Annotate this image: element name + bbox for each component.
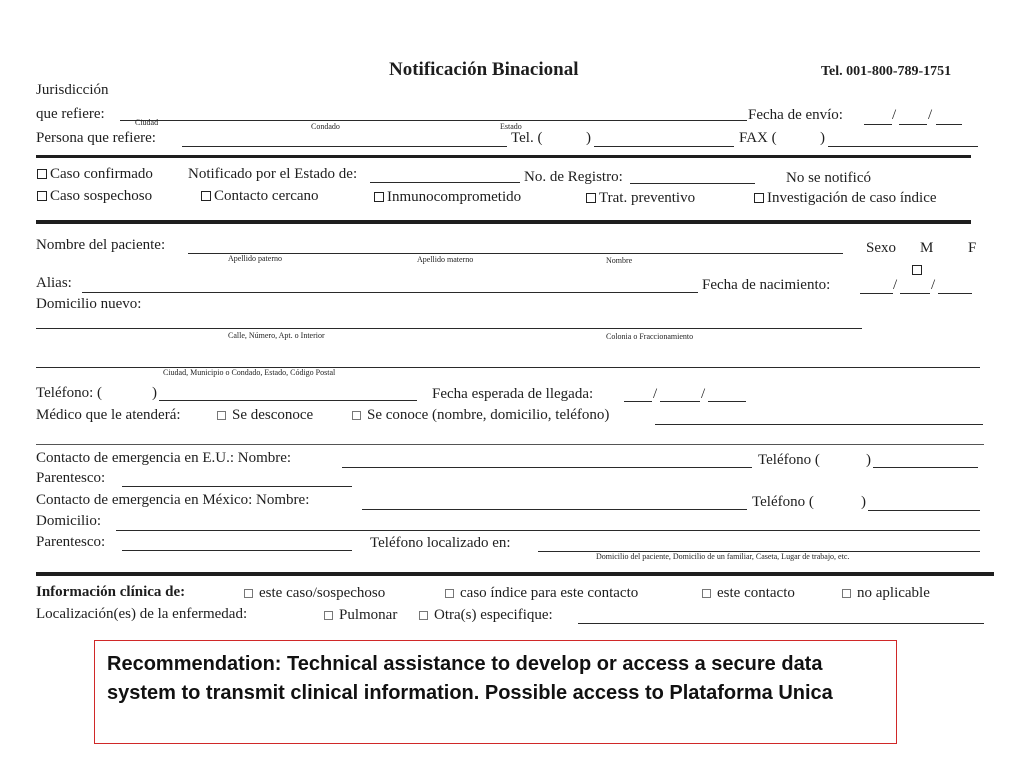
- sexo-f-label: F: [968, 240, 977, 256]
- checkbox-icon[interactable]: [702, 589, 711, 598]
- sexo-label: Sexo: [866, 240, 896, 256]
- envio-slash-1: /: [892, 107, 897, 123]
- recommendation-box: [94, 640, 897, 744]
- checkbox-icon[interactable]: [374, 192, 384, 202]
- pulmonar-option[interactable]: Pulmonar: [324, 608, 397, 623]
- condado-hint: Condado: [311, 122, 340, 131]
- llegada-slash-2: /: [701, 386, 706, 402]
- parentesco-eu-label: Parentesco:: [36, 470, 106, 486]
- este-caso-option[interactable]: este caso/sospechoso: [244, 586, 385, 601]
- fecha-envio-label: Fecha de envío:: [748, 107, 843, 123]
- checkbox-icon[interactable]: [445, 589, 454, 598]
- section-divider-1: [36, 155, 971, 158]
- envio-month-field[interactable]: [899, 124, 927, 125]
- persona-refiere-field[interactable]: [182, 146, 507, 147]
- ciudad-hint: Ciudad: [135, 118, 159, 127]
- telefono-field[interactable]: [159, 400, 417, 401]
- info-clinica-label: Información clínica de:: [36, 584, 186, 600]
- localizacion-label: Localización(es) de la enfermedad:: [36, 606, 248, 622]
- checkbox-icon[interactable]: [244, 589, 253, 598]
- domicilio-field[interactable]: [116, 530, 980, 531]
- apellido-paterno-hint: Apellido paterno: [228, 254, 282, 263]
- nombre-paciente-label: Nombre del paciente:: [36, 237, 166, 253]
- caso-confirmado-option[interactable]: Caso confirmado: [37, 167, 153, 182]
- otras-option[interactable]: Otra(s) especifique:: [419, 608, 553, 623]
- parentesco-eu-field[interactable]: [122, 486, 352, 487]
- contacto-mexico-telefono-close: ): [861, 494, 866, 510]
- tel-label: Tel. (: [511, 130, 543, 146]
- section-divider-3: [36, 444, 984, 445]
- nombre-hint: Nombre: [606, 256, 633, 265]
- contacto-eu-telefono-label: Teléfono (: [758, 452, 820, 468]
- fecha-llegada-label: Fecha esperada de llegada:: [432, 386, 594, 402]
- envio-year-field[interactable]: [936, 124, 962, 125]
- contacto-eu-telefono-close: ): [866, 452, 871, 468]
- checkbox-icon[interactable]: [37, 169, 47, 179]
- domicilio-label: Domicilio:: [36, 513, 101, 529]
- medico-field[interactable]: [655, 424, 983, 425]
- contacto-eu-field[interactable]: [342, 467, 752, 468]
- no-registro-field[interactable]: [630, 183, 755, 184]
- no-se-notifico-label: No se notificó: [786, 170, 871, 186]
- no-aplicable-option[interactable]: no aplicable: [842, 586, 930, 601]
- caso-sospechoso-option[interactable]: Caso sospechoso: [37, 189, 152, 204]
- colonia-hint: Colonia o Fraccionamiento: [606, 332, 694, 341]
- form-title: Notificación Binacional: [389, 59, 579, 80]
- tel-field[interactable]: [594, 146, 734, 147]
- nacimiento-slash-2: /: [931, 277, 936, 293]
- llegada-year-field[interactable]: [708, 401, 746, 402]
- contacto-cercano-option[interactable]: Contacto cercano: [201, 189, 319, 204]
- contacto-mexico-telefono-label: Teléfono (: [752, 494, 814, 510]
- fecha-nacimiento-label: Fecha de nacimiento:: [702, 277, 831, 293]
- persona-refiere-label: Persona que refiere:: [36, 130, 156, 146]
- parentesco-mexico-field[interactable]: [122, 550, 352, 551]
- checkbox-icon[interactable]: [754, 193, 764, 203]
- checkbox-icon[interactable]: [352, 411, 361, 420]
- contacto-mexico-field[interactable]: [362, 509, 747, 510]
- sexo-m-checkbox[interactable]: [912, 261, 925, 279]
- fax-label: FAX (: [739, 130, 777, 146]
- telefono-close: ): [152, 385, 157, 401]
- parentesco-mexico-label: Parentesco:: [36, 534, 106, 550]
- caso-indice-option[interactable]: caso índice para este contacto: [445, 586, 638, 601]
- contacto-eu-telefono-field[interactable]: [873, 467, 978, 468]
- se-conoce-option[interactable]: Se conoce (nombre, domicilio, teléfono): [352, 408, 609, 423]
- checkbox-icon[interactable]: [586, 193, 596, 203]
- telefono-label: Teléfono: (: [36, 385, 103, 401]
- checkbox-icon[interactable]: [217, 411, 226, 420]
- fax-field[interactable]: [828, 146, 978, 147]
- nacimiento-year-field[interactable]: [938, 293, 972, 294]
- checkbox-icon[interactable]: [324, 611, 333, 620]
- este-contacto-option[interactable]: este contacto: [702, 586, 795, 601]
- sexo-m-label: M: [920, 240, 934, 256]
- telefono-localizado-label: Teléfono localizado en:: [370, 535, 511, 551]
- domicilio-calle-field[interactable]: [36, 328, 862, 329]
- recommendation-text: Recommendation: Technical assistance to develop or access a secure data system to transmit clinical information. Possible access to Plataforma Unica: [107, 653, 833, 704]
- notificado-por-label: Notificado por el Estado de:: [188, 166, 358, 182]
- ciudad-municipio-hint: Ciudad, Municipio o Condado, Estado, Código Postal: [163, 368, 336, 377]
- trat-preventivo-option[interactable]: Trat. preventivo: [586, 191, 695, 206]
- domicilio-hint: Domicilio del paciente, Domicilio de un familiar, Caseta, Lugar de trabajo, etc.: [596, 552, 850, 561]
- calle-hint: Calle, Número, Apt. o Interior: [228, 331, 325, 340]
- nacimiento-month-field[interactable]: [900, 293, 930, 294]
- jurisdiccion-field[interactable]: [120, 120, 747, 121]
- estado-hint: Estado: [500, 122, 522, 131]
- se-desconoce-option[interactable]: Se desconoce: [217, 408, 313, 423]
- investigacion-option[interactable]: Investigación de caso índice: [754, 191, 937, 206]
- checkbox-icon[interactable]: [201, 191, 211, 201]
- contacto-mexico-label: Contacto de emergencia en México: Nombre:: [36, 492, 310, 508]
- envio-day-field[interactable]: [864, 124, 892, 125]
- alias-field[interactable]: [82, 292, 698, 293]
- no-registro-label: No. de Registro:: [524, 169, 623, 185]
- contacto-eu-label: Contacto de emergencia en E.U.: Nombre:: [36, 450, 292, 466]
- medico-label: Médico que le atenderá:: [36, 407, 181, 423]
- inmunocomprometido-option[interactable]: Inmunocomprometido: [374, 190, 521, 205]
- nombre-paciente-field[interactable]: [188, 253, 843, 254]
- header-phone: Tel. 001-800-789-1751: [821, 64, 952, 79]
- apellido-materno-hint: Apellido materno: [417, 255, 474, 264]
- fax-close: ): [820, 130, 825, 146]
- envio-slash-2: /: [928, 107, 933, 123]
- jurisdiccion-label: Jurisdicción: [36, 82, 109, 98]
- checkbox-icon[interactable]: [419, 611, 428, 620]
- domicilio-nuevo-label: Domicilio nuevo:: [36, 296, 142, 312]
- alias-label: Alias:: [36, 275, 72, 291]
- nacimiento-day-field[interactable]: [860, 293, 893, 294]
- contacto-mexico-telefono-field[interactable]: [868, 510, 980, 511]
- tel-close: ): [586, 130, 591, 146]
- checkbox-icon[interactable]: [842, 589, 851, 598]
- llegada-slash-1: /: [653, 386, 658, 402]
- notificado-por-field[interactable]: [370, 182, 520, 183]
- nacimiento-slash-1: /: [893, 277, 898, 293]
- checkbox-icon[interactable]: [37, 191, 47, 201]
- otras-field[interactable]: [578, 623, 984, 624]
- section-divider-2: [36, 220, 971, 224]
- section-divider-4: [36, 572, 994, 576]
- checkbox-icon[interactable]: [912, 265, 922, 275]
- llegada-day-field[interactable]: [624, 401, 652, 402]
- llegada-month-field[interactable]: [660, 401, 700, 402]
- que-refiere-label: que refiere:: [36, 106, 105, 122]
